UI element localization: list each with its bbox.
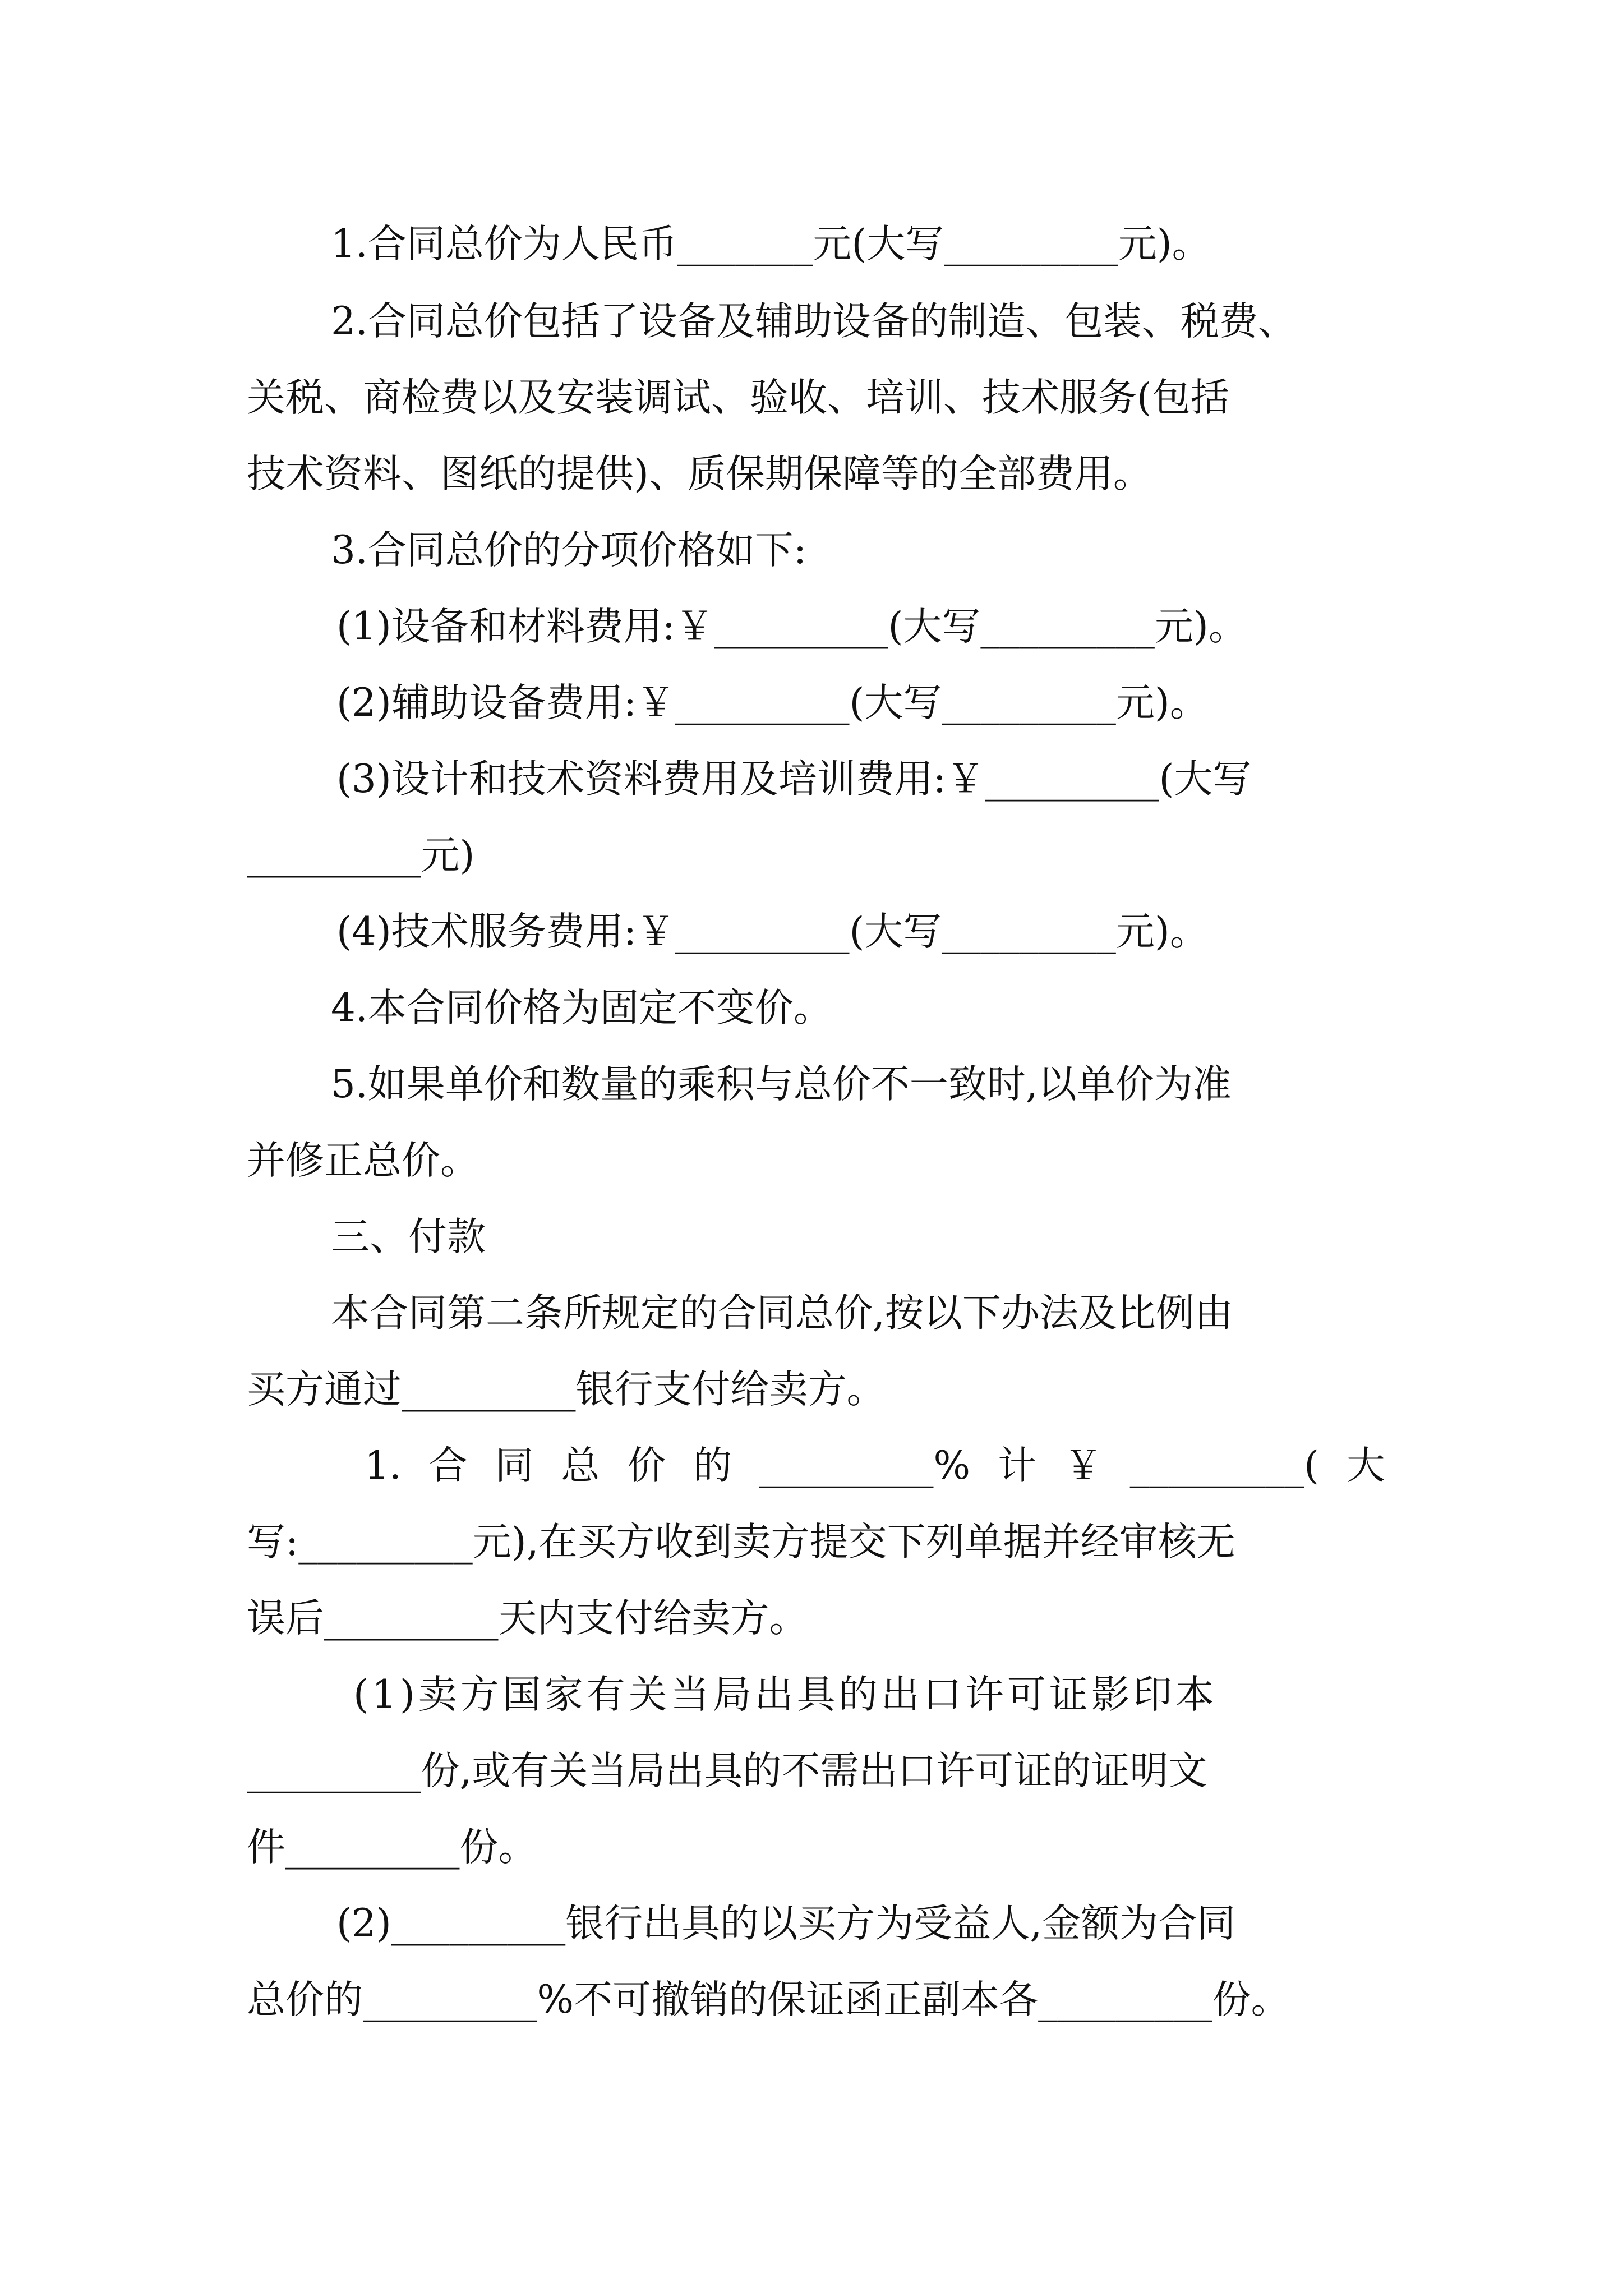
payment-term-1-part: _________(	[1129, 1443, 1320, 1488]
item-1-equipment-materials: (1)设备和材料费用:￥_________(大写_________元)。	[336, 604, 1247, 649]
document-1-export-license-line-2: _________份,或有关当局出具的不需出口许可证的证明文	[247, 1749, 1207, 1793]
total-price-includes-line-2: 关税、商检费以及安装调试、验收、培训、技术服务(包括	[247, 375, 1229, 420]
payment-term-1-part: ￥	[1063, 1443, 1103, 1488]
payment-intro-line-1: 本合同第二条所规定的合同总价,按以下办法及比例由	[331, 1291, 1233, 1336]
section-heading-payment: 三、付款	[331, 1214, 486, 1259]
payment-term-1-line-2: 写:_________元),在买方收到卖方提交下列单据并经审核无	[247, 1520, 1235, 1565]
payment-term-1-line-1	[365, 1438, 1385, 1494]
document-1-export-license-line-3: 件_________份。	[247, 1825, 537, 1870]
item-3-design-training-line-1: (3)设计和技术资料费用及培训费用:￥_________(大写	[336, 757, 1252, 802]
item-3-design-training-line-2: _________元)	[247, 833, 475, 878]
document-2-bank-guarantee-line-1: (2)_________银行出具的以买方为受益人,金额为合同	[336, 1901, 1236, 1946]
itemized-price-heading: 3.合同总价的分项价格如下:	[331, 528, 807, 573]
unit-price-rule-line-1: 5.如果单价和数量的乘积与总价不一致时,以单价为准	[331, 1062, 1232, 1107]
payment-term-1-part: _________%	[759, 1443, 971, 1488]
fixed-price-line: 4.本合同价格为固定不变价。	[331, 986, 832, 1030]
payment-term-1-part: 的	[693, 1443, 732, 1488]
payment-term-1-part: 价	[627, 1443, 666, 1488]
payment-term-1-part: 1.	[365, 1443, 402, 1488]
payment-term-1-part: 计	[997, 1443, 1036, 1488]
payment-term-1-line-3: 误后_________天内支付给卖方。	[247, 1596, 808, 1641]
payment-intro-line-2: 买方通过_________银行支付给卖方。	[247, 1367, 886, 1412]
unit-price-rule-line-2: 并修正总价。	[247, 1138, 479, 1183]
payment-term-1-part: 合	[428, 1443, 468, 1488]
payment-term-1-part: 大	[1346, 1443, 1385, 1488]
payment-term-1-part: 总	[561, 1443, 600, 1488]
item-4-technical-service: (4)技术服务费用:￥_________(大写_________元)。	[336, 909, 1209, 954]
total-price-includes-line-1: 2.合同总价包括了设备及辅助设备的制造、包装、税费、	[331, 299, 1297, 344]
document-2-bank-guarantee-line-2: 总价的_________%不可撤销的保证函正副本各_________份。	[247, 1977, 1290, 2022]
payment-term-1-part: 同	[495, 1443, 534, 1488]
total-price-includes-line-3: 技术资料、图纸的提供)、质保期保障等的全部费用。	[247, 452, 1152, 496]
item-2-auxiliary-equipment: (2)辅助设备费用:￥_________(大写_________元)。	[336, 680, 1209, 725]
document-1-export-license-line-1: (1)卖方国家有关当局出具的出口许可证影印本	[353, 1672, 1218, 1717]
total-price-line: 1.合同总价为人民币_______元(大写_________元)。	[331, 222, 1211, 266]
